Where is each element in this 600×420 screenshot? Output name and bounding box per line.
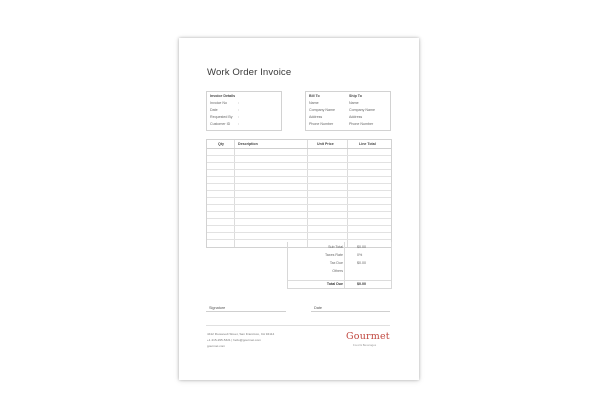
ship-to-name: Name (349, 101, 359, 105)
signature-label: Signature (209, 306, 226, 310)
date-line (311, 311, 390, 312)
table-row (207, 239, 391, 240)
col-unit-price-header: Unit Price (317, 142, 334, 146)
date-colon: : (238, 108, 239, 112)
date-sign-label: Date (314, 306, 323, 310)
invoice-title: Work Order Invoice (207, 67, 292, 78)
subtotal-label: Sub Total (328, 245, 343, 249)
invoice-details-box (206, 91, 282, 131)
total-due-value: $0.00 (357, 282, 366, 286)
col-description-header: Description (238, 142, 258, 146)
requested-by-label: Requested By (210, 115, 233, 119)
total-due-label: Total Due (326, 282, 343, 286)
date-label: Date (210, 108, 218, 112)
gourmet-logo: Gourmet (346, 331, 390, 342)
tax-rate-value: 0% (357, 253, 363, 257)
table-row (207, 218, 391, 219)
total-due-row (288, 282, 391, 289)
col-qty-header: Qty (218, 142, 224, 146)
tax-rate-label: Taxes Rate (325, 253, 343, 257)
invoice-no-colon: : (238, 101, 239, 105)
table-row (207, 232, 391, 233)
tax-due-value: $0.00 (357, 261, 366, 265)
bill-ship-box (305, 91, 391, 131)
invoice-page (179, 38, 419, 380)
table-row (207, 197, 391, 198)
invoice-no-label: Invoice No (210, 101, 227, 105)
totals-block (287, 242, 392, 289)
bill-to-heading: Bill To (309, 94, 320, 98)
ship-to-heading: Ship To (349, 94, 362, 98)
tax-rate-row (288, 253, 391, 260)
signature-line (206, 311, 286, 312)
table-row (207, 190, 391, 191)
ship-to-phone: Phone Number (349, 122, 374, 126)
column-divider (234, 140, 235, 247)
footer-contact: +1 415-295-5321 | hello@gourmet.com (207, 338, 261, 342)
table-row (207, 176, 391, 177)
table-row (207, 211, 391, 212)
bill-to-name: Name (309, 101, 319, 105)
bill-to-phone: Phone Number (309, 122, 334, 126)
footer-divider (206, 325, 390, 326)
bill-to-company: Company Name (309, 108, 335, 112)
ship-to-address: Address (349, 115, 363, 119)
line-items-table (206, 139, 392, 248)
footer-address: 4412 Roosevelt Street, San Francisco, CA 94114 (207, 332, 275, 336)
others-label: Others (332, 269, 343, 273)
table-row (207, 162, 391, 163)
bill-to-address: Address (309, 115, 323, 119)
footer-website: gourmet.com (207, 344, 226, 348)
requested-by-colon: : (238, 115, 239, 119)
column-divider (307, 140, 308, 247)
subtotal-row (288, 245, 391, 252)
table-row (207, 183, 391, 184)
header-divider (207, 148, 391, 149)
customer-id-colon: : (238, 122, 239, 126)
tax-due-row (288, 261, 391, 268)
total-divider (288, 280, 391, 281)
table-row (207, 169, 391, 170)
subtotal-value: $0.00 (357, 245, 366, 249)
column-divider (347, 140, 348, 247)
tax-due-label: Tax Due (329, 261, 343, 265)
customer-id-label: Customer ID (210, 122, 231, 126)
invoice-details-heading: Invoice Details (210, 94, 236, 98)
ship-to-company: Company Name (349, 108, 375, 112)
col-line-total-header: Line Total (359, 142, 376, 146)
table-row (207, 225, 391, 226)
others-row (288, 269, 391, 276)
logo-tagline: Food & Beverages (353, 343, 377, 347)
table-row (207, 155, 391, 156)
table-row (207, 204, 391, 205)
